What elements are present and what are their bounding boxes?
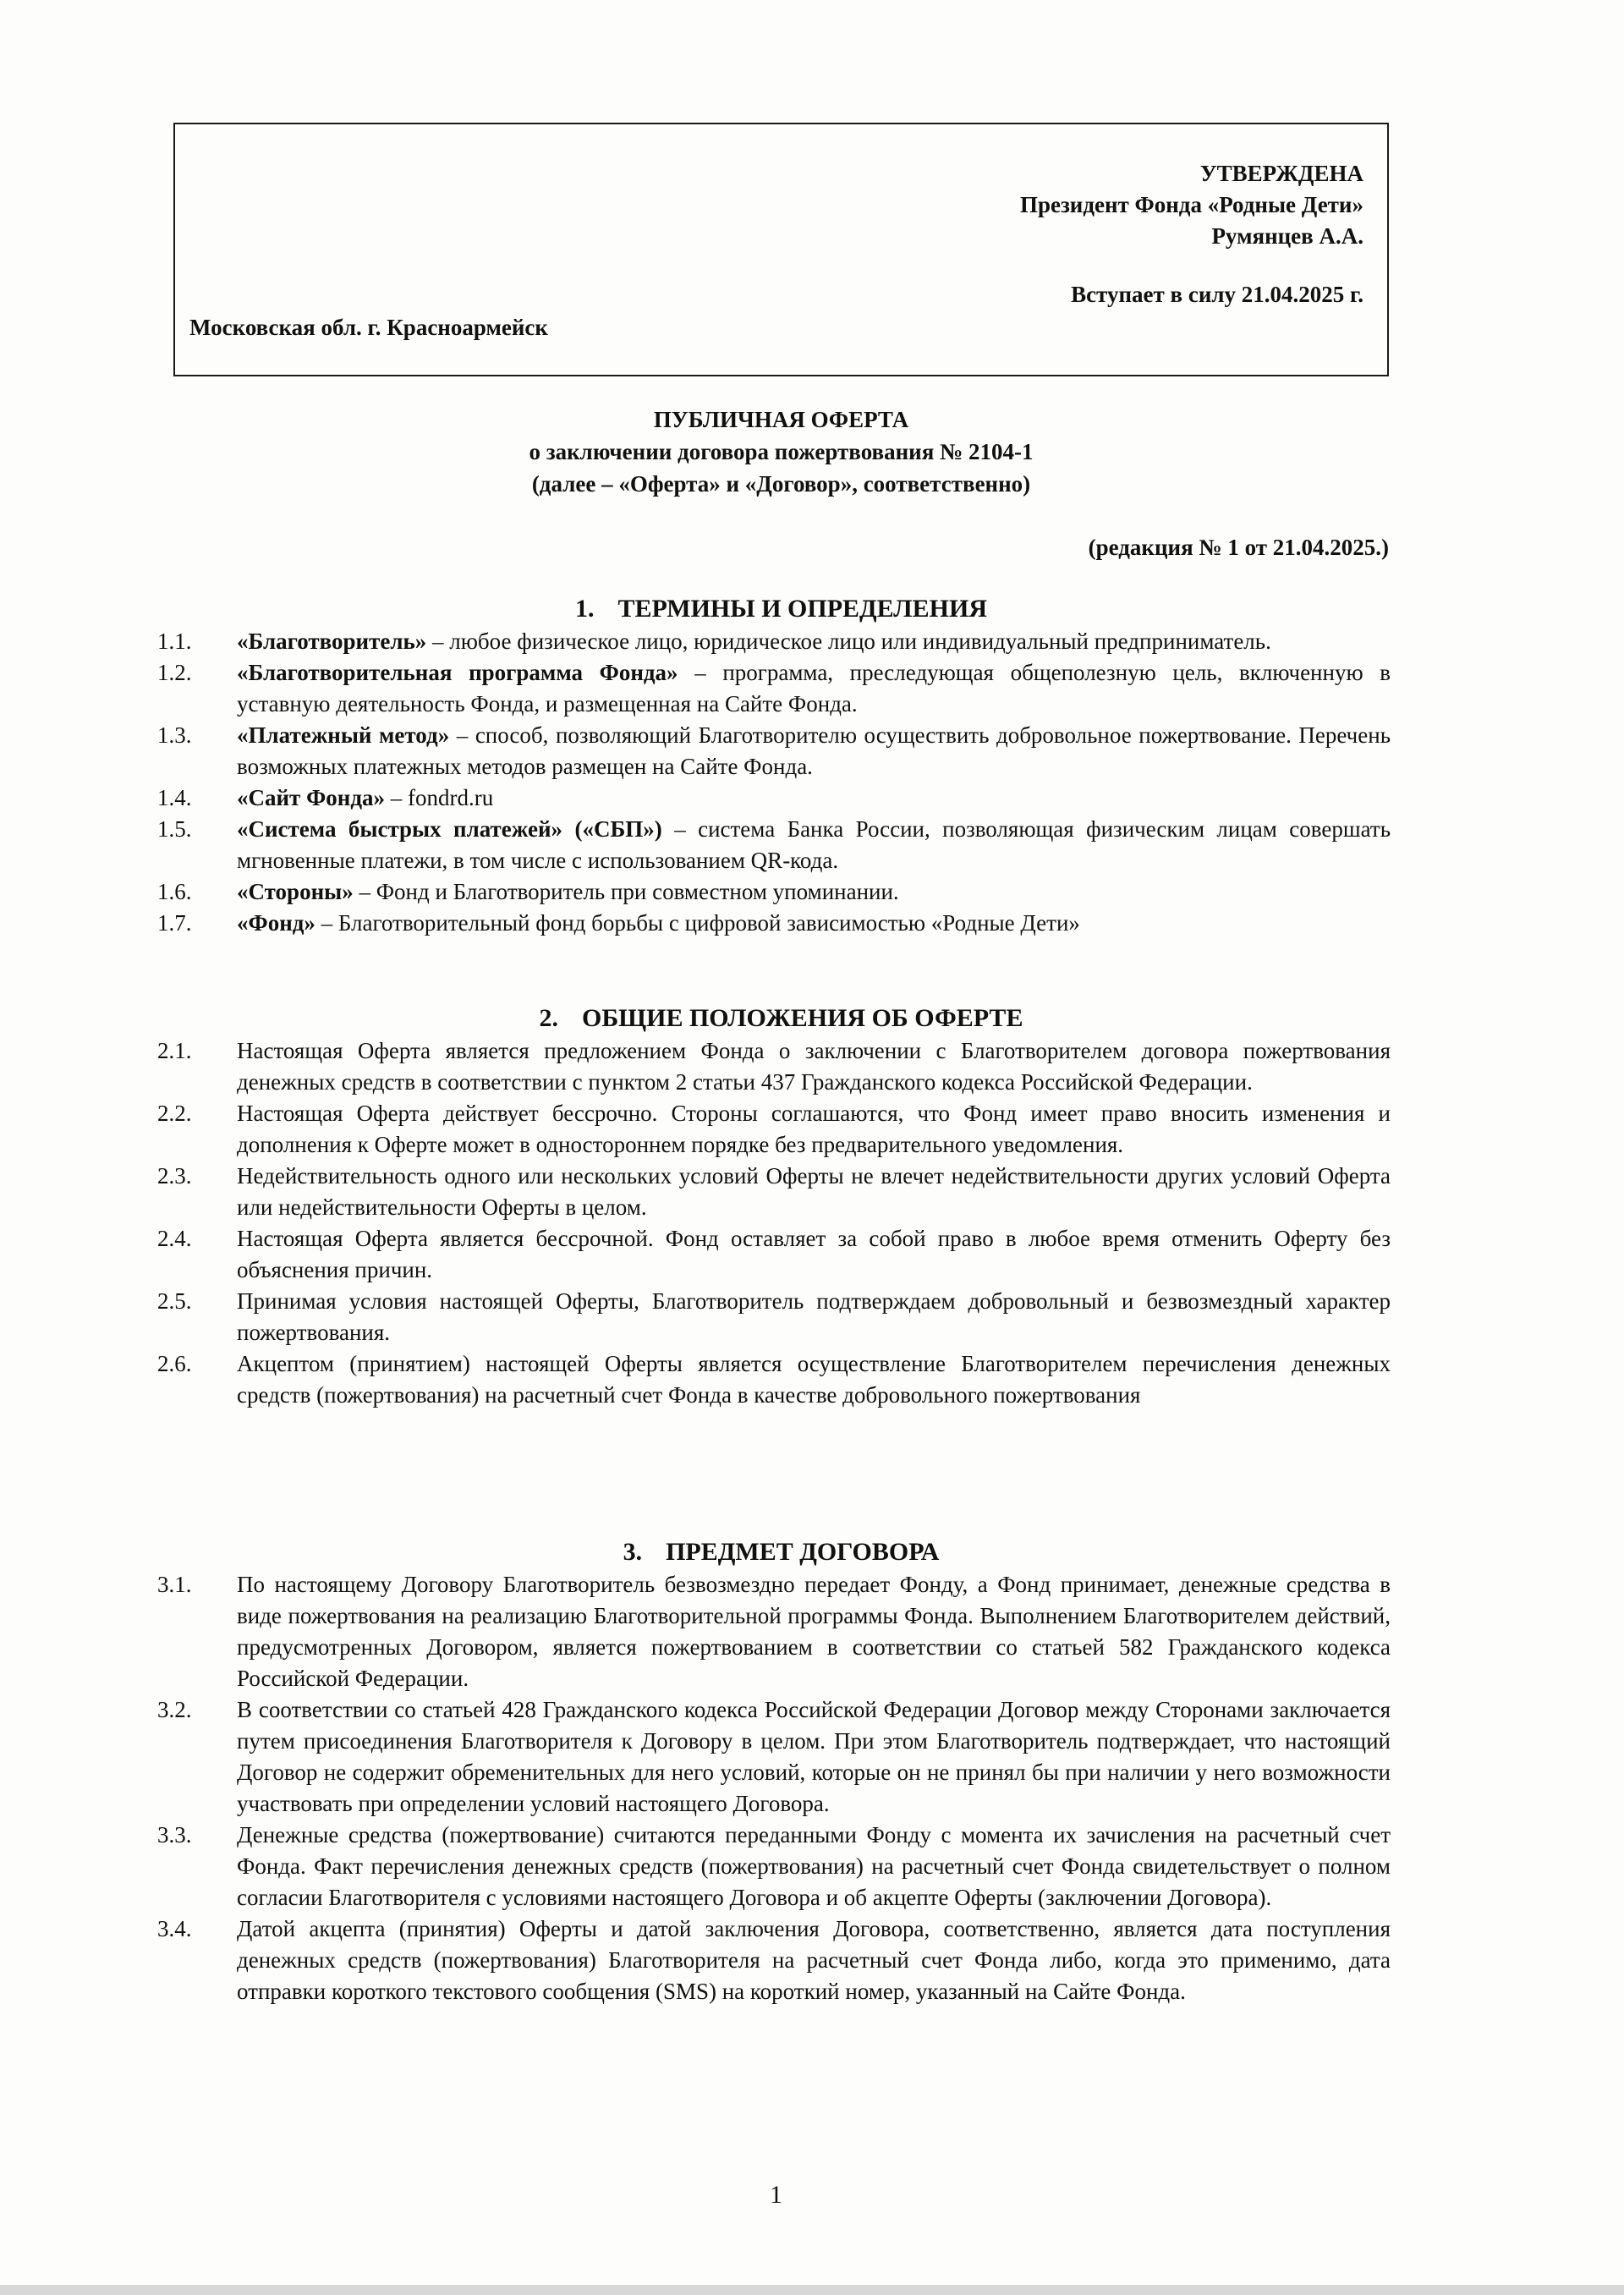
clause-number: 2.2. [157,1101,192,1126]
clause-2-4 [157,1223,1391,1286]
clause-text: – Благотворительный фонд борьбы с цифровой зависимостью «Родные Дети» [315,910,1080,936]
page-number: 1 [770,2181,782,2209]
edition-note: (редакция № 1 от 21.04.2025.) [1088,535,1389,560]
clause-number: 2.4. [157,1226,192,1251]
clause-text: – любое физическое лицо, юридическое лицо или индивидуальный предприниматель. [426,629,1271,654]
clause-3-4 [157,1913,1391,2007]
section-number: 3. [623,1538,643,1566]
clause-1-5 [157,814,1391,876]
clause-number: 1.4. [157,785,192,810]
clause-text: – fondrd.ru [384,785,494,810]
clause-text: Настоящая Оферта действует бессрочно. Стороны соглашаются, что Фонд имеет право вносить изменения и дополнения к Оферте может в одностороннем порядке без предварительного уведомления. [237,1101,1391,1157]
clause-number: 3.2. [157,1697,192,1722]
section-3-items [157,1569,1391,2007]
clause-1-4 [157,782,1391,814]
clause-number: 3.3. [157,1822,192,1848]
clause-text: Недействительность одного или нескольких условий Оферты не влечет недействительности других условий Оферта или недействительности Оферты в целом. [237,1163,1391,1220]
document-title [173,404,1389,500]
clause-text: Денежные средства (пожертвование) считаются переданными Фонду с момента их зачисления на расчетный счет Фонда. Факт перечисления денежных средств (пожертвования) на расчетный счет Фонда свидетельствует о полном согласии Благотворителя с условиями настоящего Договора и об акцепте Оферты (заключении Договора). [237,1822,1391,1910]
clause-number: 3.1. [157,1572,192,1597]
clause-number: 1.3. [157,722,192,748]
clause-number: 1.7. [157,910,192,936]
clause-number: 2.1. [157,1038,192,1063]
section-number: 2. [539,1004,559,1032]
clause-3-3 [157,1820,1391,1913]
clause-1-6 [157,876,1391,908]
section-2-title [173,1002,1389,1035]
clause-text: Настоящая Оферта является бессрочной. Фонд оставляет за собой право в любое время отменить Оферту без объяснения причин. [237,1226,1391,1282]
clause-2-5 [157,1286,1391,1348]
clause-3-1 [157,1569,1391,1694]
section-3-title [173,1535,1389,1569]
clause-text: – способ, позволяющий Благотворителю осуществить добровольное пожертвование. Перечень возможных платежных методов размещен на Сайте Фонда. [237,722,1391,779]
clause-text: – Фонд и Благотворитель при совместном упоминании. [353,879,899,904]
scan-edge [0,2285,1624,2295]
title-line-2: о заключении договора пожертвования № 2104-1 [529,439,1034,464]
clause-number: 1.6. [157,879,192,904]
clause-2-3 [157,1161,1391,1223]
clause-number: 1.2. [157,660,192,685]
clause-text: Акцептом (принятием) настоящей Оферты является осуществление Благотворителем перечисления денежных средств (пожертвования) на расчетный счет Фонда в качестве добровольного пожертвования [237,1351,1391,1408]
clause-number: 2.3. [157,1163,192,1189]
clause-term: «Благотворительная программа Фонда» [237,660,678,685]
approval-header-box [173,123,1389,376]
clause-text: – программа, преследующая общеполезную цель, включенную в уставную деятельность Фонда, и размещенная на Сайте Фонда. [237,660,1391,717]
section-2-items [157,1035,1391,1411]
approved-label: УТВЕРЖДЕНА [1199,161,1363,186]
clause-number: 1.5. [157,816,192,842]
clause-term: «Платежный метод» [237,722,450,748]
clause-2-2 [157,1098,1391,1161]
section-heading: ПРЕДМЕТ ДОГОВОРА [666,1538,940,1566]
clause-text: В соответствии со статьей 428 Гражданского кодекса Российской Федерации Договор между Сторонами заключается путем присоединения Благотворителя к Договору в целом. При этом Благотворитель подтверждает, что настоящий Договор не содержит обременительных для него условий, которые он не принял бы при наличии у него возможности участвовать при определении условий настоящего Договора. [237,1697,1391,1816]
clause-1-7 [157,908,1391,939]
president-name: Румянцев А.А. [1211,223,1363,249]
clause-term: «Благотворитель» [237,629,427,654]
section-1-title [173,592,1389,626]
clause-1-1 [157,626,1391,657]
section-heading: ОБЩИЕ ПОЛОЖЕНИЯ ОБ ОФЕРТЕ [582,1004,1023,1032]
clause-text: – система Банка России, позволяющая физическим лицам совершать мгновенные платежи, в том числе с использованием QR-кода. [237,816,1391,873]
clause-number: 3.4. [157,1916,192,1941]
clause-2-1 [157,1035,1391,1098]
clause-1-2 [157,657,1391,720]
clause-2-6 [157,1348,1391,1411]
president-title: Президент Фонда «Родные Дети» [1019,192,1363,217]
section-heading: ТЕРМИНЫ И ОПРЕДЕЛЕНИЯ [617,595,987,623]
clause-term: «Система быстрых платежей» («СБП») [237,816,662,842]
section-1-items [157,626,1391,939]
effective-date: Вступает в силу 21.04.2025 г. [1071,282,1363,307]
clause-term: «Сайт Фонда» [237,785,385,810]
clause-1-3 [157,720,1391,782]
clause-text: По настоящему Договору Благотворитель безвозмездно передает Фонду, а Фонд принимает, денежные средства в виде пожертвования на реализацию Благотворительной программы Фонда. Выполнением Благотворителем действий, предусмотренных Договором, является пожертвованием в соответствии со статьей 582 Гражданского кодекса Российской Федерации. [237,1572,1391,1691]
clause-term: «Стороны» [237,879,354,904]
approval-block [1020,158,1363,252]
section-number: 1. [574,595,595,623]
clause-number: 2.6. [157,1351,192,1376]
clause-number: 1.1. [157,629,192,654]
clause-text: Датой акцепта (принятия) Оферты и датой заключения Договора, соответственно, является дата поступления денежных средств (пожертвования) Благотворителя на расчетный счет Фонда либо, когда это применимо, дата отправки короткого текстового сообщения (SMS) на короткий номер, указанный на Сайте Фонда. [237,1916,1391,2004]
clause-text: Настоящая Оферта является предложением Фонда о заключении с Благотворителем договора пожертвования денежных средств в соответствии с пунктом 2 статьи 437 Гражданского кодекса Российской Федерации. [237,1038,1391,1095]
clause-text: Принимая условия настоящей Оферты, Благотворитель подтверждаем добровольный и безвозмездный характер пожертвования. [237,1288,1391,1345]
clause-number: 2.5. [157,1288,192,1314]
clause-term: «Фонд» [237,910,315,936]
location: Московская обл. г. Красноармейск [189,315,548,340]
title-line-3: (далее – «Оферта» и «Договор», соответственно) [531,471,1031,497]
clause-3-2 [157,1694,1391,1820]
title-line-1: ПУБЛИЧНАЯ ОФЕРТА [653,407,909,432]
